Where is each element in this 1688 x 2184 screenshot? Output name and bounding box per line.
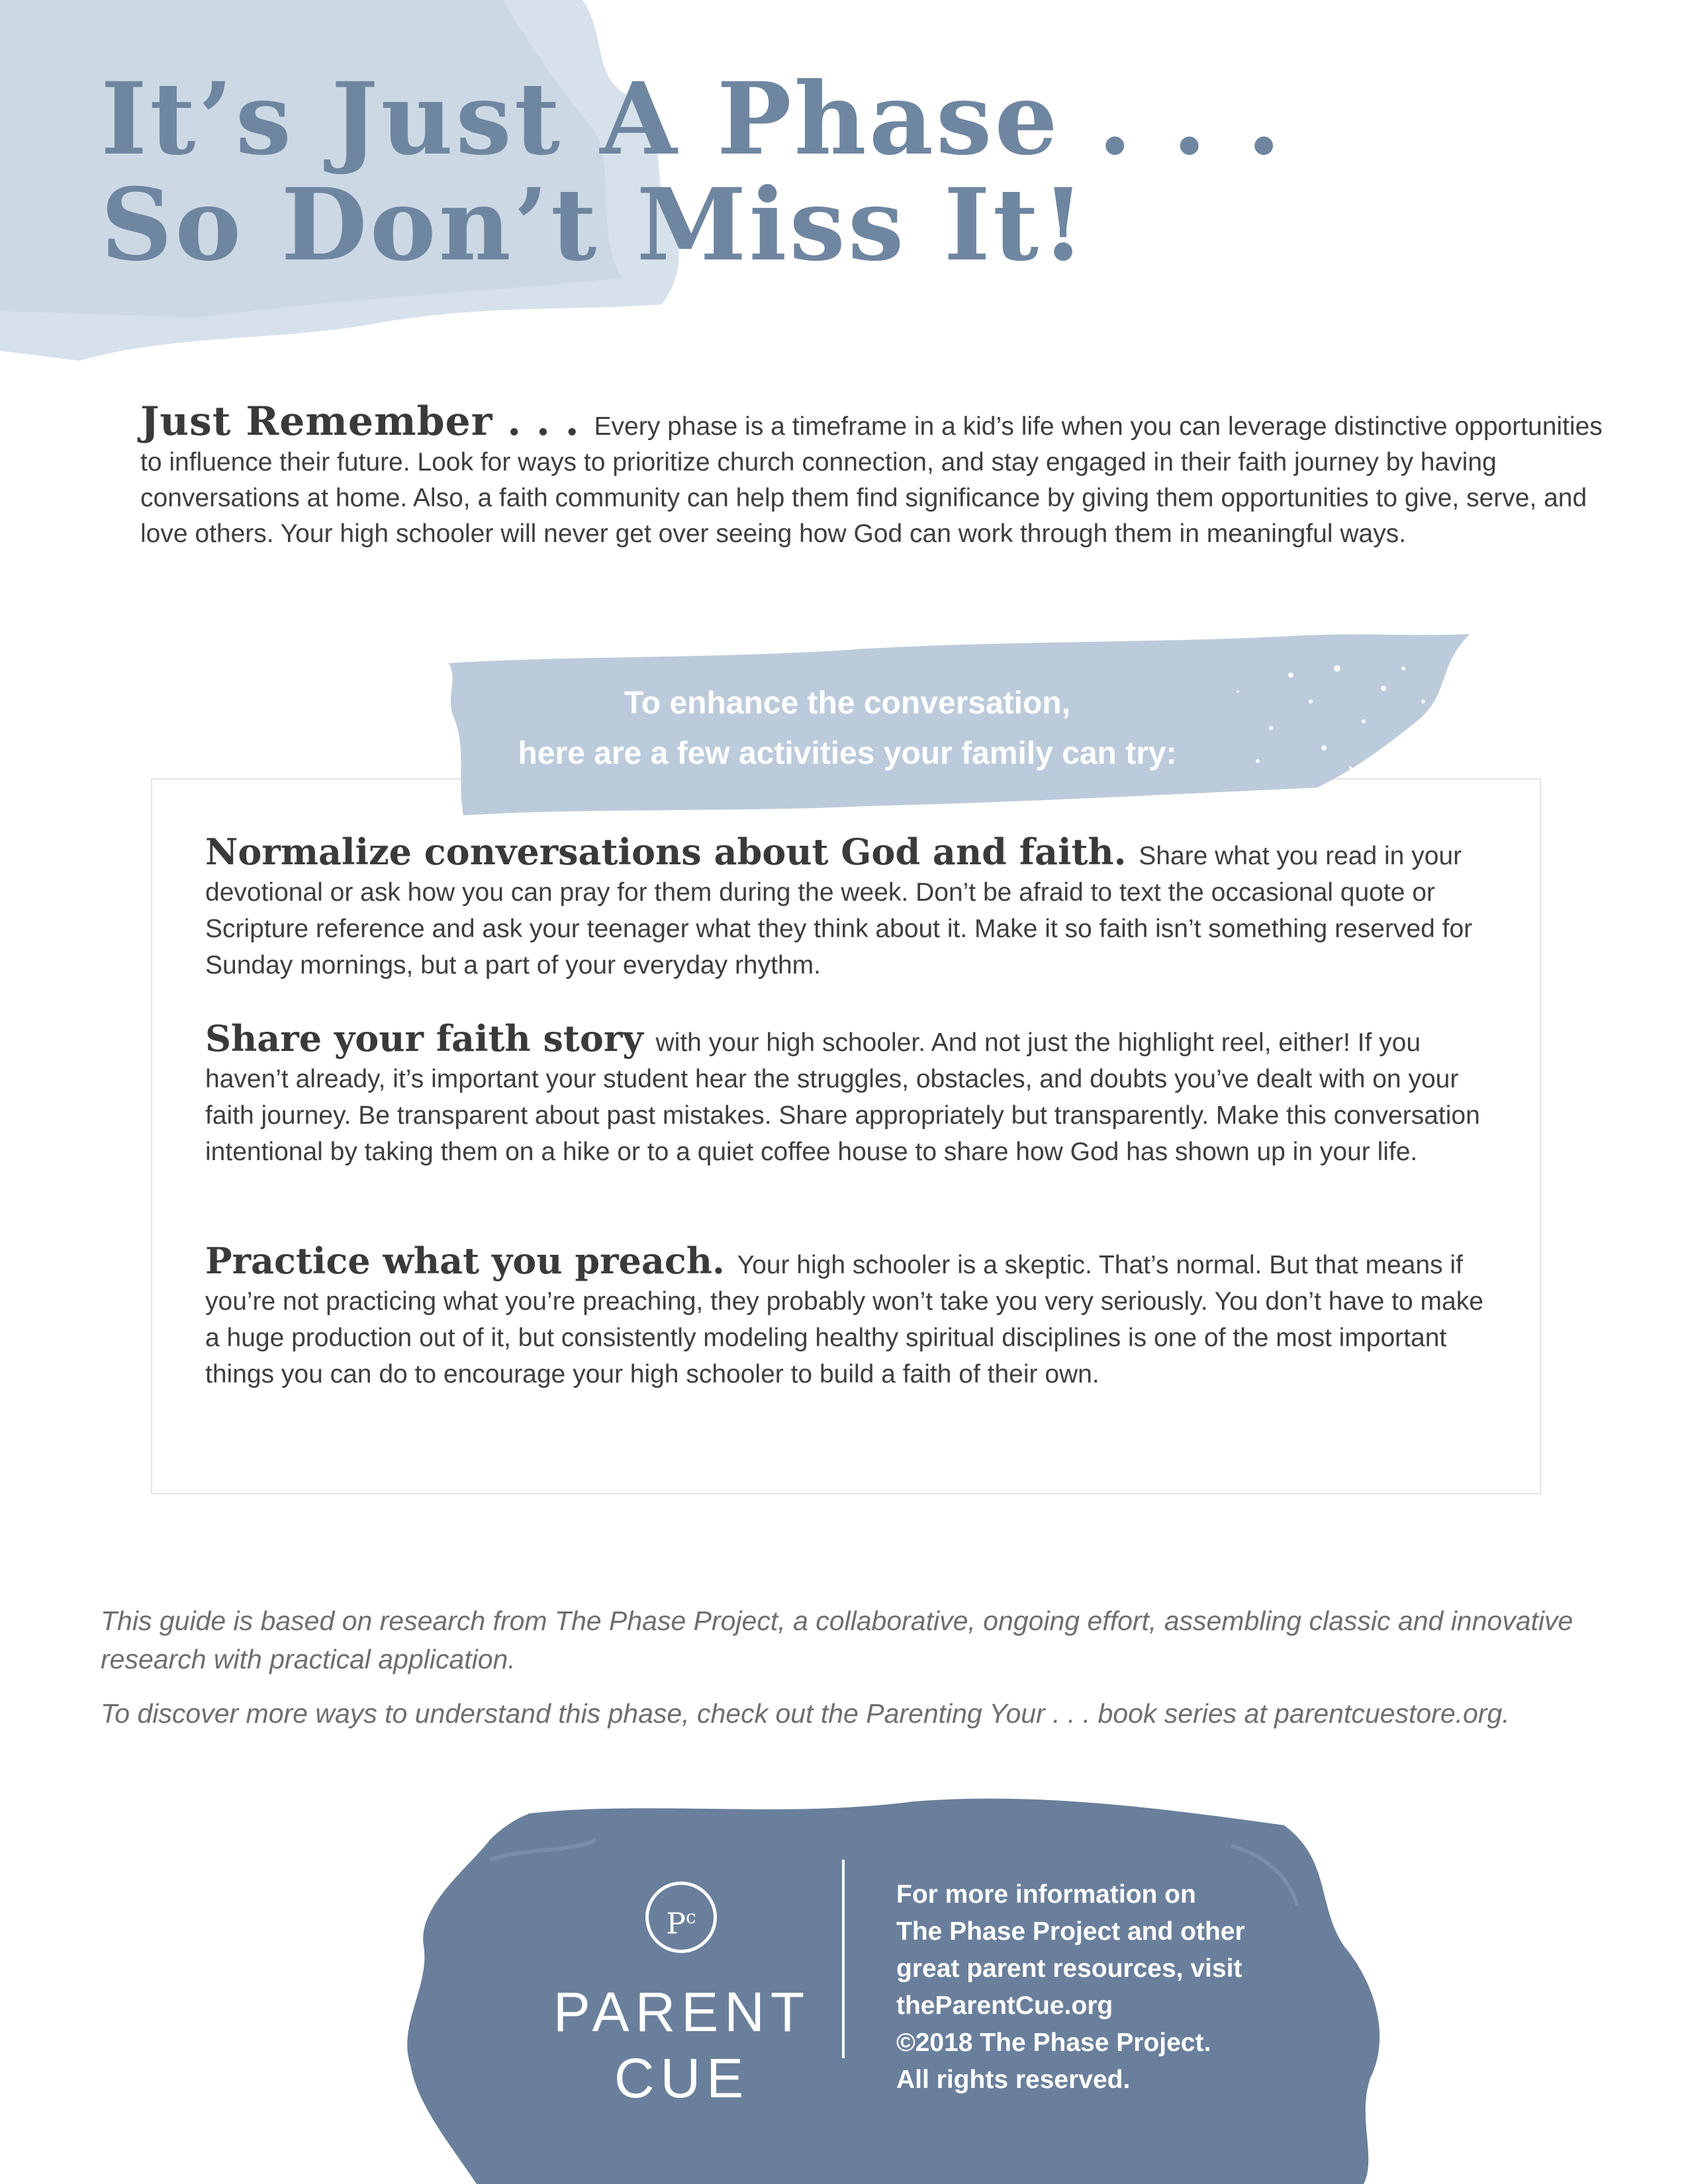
contact-line: For more information on bbox=[896, 1880, 1196, 1909]
contact-line: The Phase Project and other bbox=[896, 1917, 1245, 1946]
title-line-1: It’s Just A Phase . . . bbox=[101, 61, 1284, 177]
intro-paragraph bbox=[140, 398, 1607, 552]
activity-text: Share what you read in your devotional or ask how you can pray for them during the week. Don’t be afraid to text the occasional quote or Scripture reference and ask your teenager what they think about it. Make it so faith isn’t something reserved for Sunday mornings, but a part of your everyday rhythm. bbox=[205, 842, 1473, 979]
copyright: ©2018 The Phase Project. bbox=[896, 2028, 1211, 2057]
intro-text: Every phase is a timeframe in a kid’s life when you can leverage distinctive opportunities to influence their future. Look for ways to prioritize church connection, and stay engaged in their faith journey by having conversations at home. Also, a faith community can help them find significance by giving them opportunities to give, serve, and love others. Your high schooler will never get over seeing how God can work through them in meaningful ways. bbox=[140, 412, 1603, 548]
intro-lead: Just Remember . . . bbox=[140, 398, 594, 445]
banner-heading bbox=[463, 678, 1231, 779]
parent-cue-logo-mark bbox=[645, 1882, 717, 1953]
footer-divider bbox=[842, 1860, 845, 2058]
activity-item bbox=[205, 831, 1493, 983]
logo-word-line-1: PARENT bbox=[553, 1981, 811, 2043]
activities-box bbox=[151, 778, 1541, 1494]
logo-mark-sup: c bbox=[685, 1906, 696, 1928]
contact-url: theParentCue.org bbox=[896, 1991, 1113, 2020]
logo-word-line-2: CUE bbox=[614, 2047, 750, 2109]
rights: All rights reserved. bbox=[896, 2066, 1131, 2094]
activity-item bbox=[205, 1017, 1493, 1170]
parent-cue-logo-wordmark bbox=[543, 1979, 821, 2111]
page-title bbox=[101, 61, 1284, 283]
banner-line-2: here are a few activities your family can try: bbox=[518, 736, 1177, 771]
activity-item bbox=[205, 1240, 1493, 1392]
activity-heading: Share your faith story bbox=[205, 1017, 656, 1060]
banner-line-1: To enhance the conversation, bbox=[624, 686, 1070, 721]
contact-line: great parent resources, visit bbox=[896, 1954, 1243, 1983]
logo-mark-letter: P bbox=[666, 1907, 686, 1941]
activity-heading: Normalize conversations about God and faith. bbox=[205, 831, 1139, 873]
activity-heading: Practice what you preach. bbox=[205, 1240, 737, 1282]
activity-text: Your high schooler is a skeptic. That’s normal. But that means if you’re not practicing what you’re preaching, they probably won’t take you very seriously. You don’t have to make a huge production out of it, but consistently modeling healthy spiritual disciplines is one of the most important things you can do to encourage your high schooler to build a faith of their own. bbox=[205, 1251, 1483, 1388]
activity-text: with your high schooler. And not just the highlight reel, either! If you haven’t already, it’s important your student hear the struggles, obstacles, and doubts you’ve dealt with on your faith journey. Be transparent about past mistakes. Share appropriately but transparently. Make this conversation intentional by taking them on a hike or to a quiet coffee house to share how God has shown up in your life. bbox=[205, 1028, 1480, 1166]
research-footnote: This guide is based on research from The Phase Project, a collaborative, ongoing effort, assembling classic and innovative research with practical application. bbox=[101, 1606, 1573, 1674]
book-series-footnote: To discover more ways to understand this phase, check out the Parenting Your . . . book series at parentcuestore.org. bbox=[101, 1698, 1510, 1729]
title-line-2: So Don’t Miss It! bbox=[101, 167, 1088, 283]
footer-contact-info bbox=[896, 1876, 1267, 2099]
